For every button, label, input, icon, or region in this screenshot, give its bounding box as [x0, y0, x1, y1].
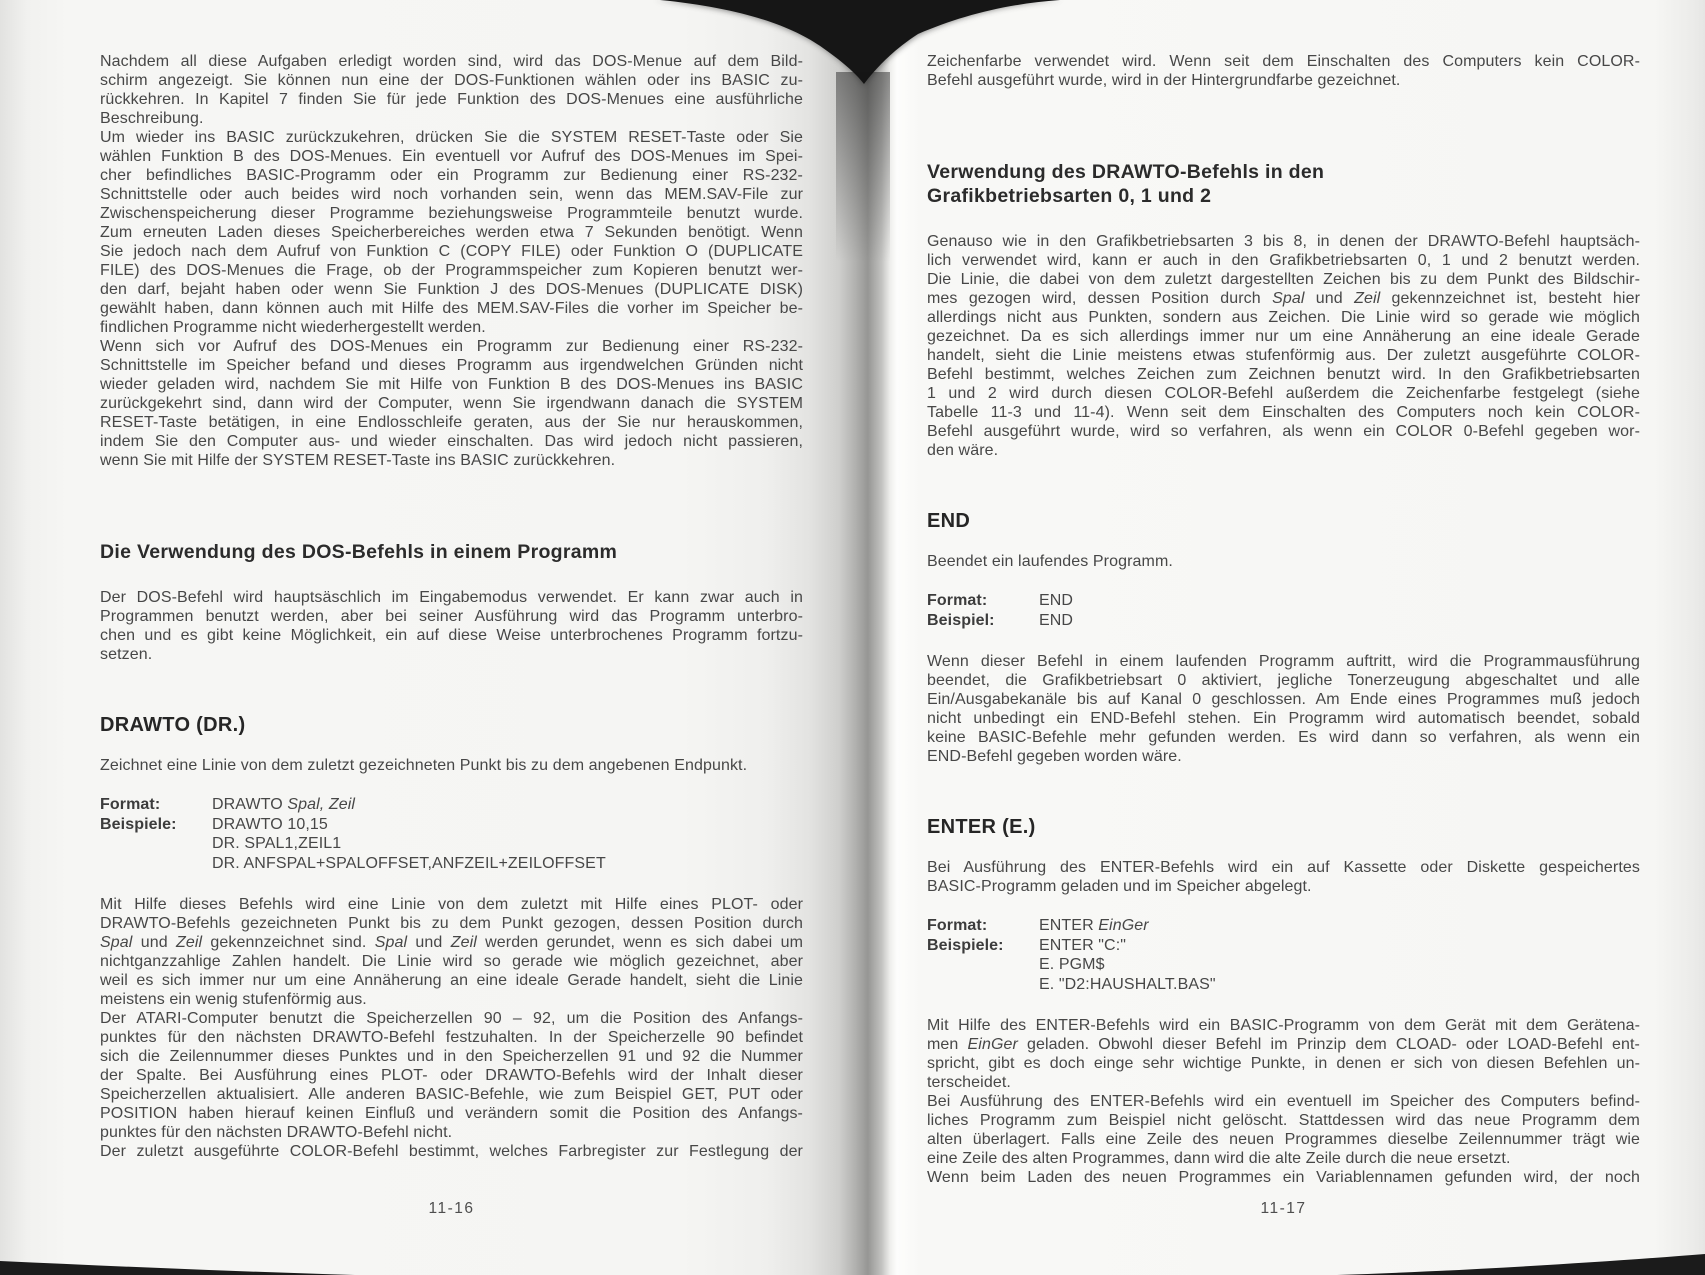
page-right — [927, 52, 1640, 1187]
text-line: Mit Hilfe des ENTER-Befehls wird ein BASIC-Programm von dem Gerät mit dem Gerätena- — [927, 1017, 1640, 1034]
text-line: Der ATARI-Computer benutzt die Speicherzellen 90 – 92, um die Position des Anfangs- — [100, 1010, 803, 1027]
para — [100, 128, 803, 337]
heading-command — [927, 508, 1640, 534]
text-line: beendet, die Grafikbetriebsart 0 aktiviert, jegliche Tonerzeugung abgeschaltet und alle — [927, 672, 1640, 689]
format-label — [927, 975, 1039, 995]
format-row — [927, 591, 1640, 611]
text-line: DRAWTO-Befehls gezeichneten Punkt bis zu dem Punkt gezogen, dessen Position durch — [100, 915, 803, 932]
para — [100, 756, 803, 775]
text-line: chen und es gibt keine Möglichkeit, ein auf diese Weise unterbrochenes Programm fortzu- — [100, 627, 803, 644]
heading-line: Verwendung des DRAWTO-Befehls in den — [927, 161, 1325, 183]
format-value: END — [1039, 592, 1074, 609]
text-line: FILE) des DOS-Menues die Frage, ob der Programmspeicher zum Kopieren benutzt wer- — [100, 262, 803, 279]
para — [100, 588, 803, 664]
text-line: punktes für den nächsten DRAWTO-Befehl nicht. — [100, 1124, 453, 1141]
text-line: spricht, gibt es doch einge sehr wichtige Punkte, in denen er sich von diesen Befehlen un- — [927, 1055, 1640, 1072]
text-line: Programmen benutzt werden, aber bei seiner Ausführung wird das Programm unterbro- — [100, 608, 803, 625]
format-row — [100, 815, 803, 835]
text-line: Ein/Ausgabekanäle bis auf Kanal 0 geschlossen. Am Ende eines Programmes muß jedoch — [927, 691, 1640, 708]
page-blocks — [100, 52, 803, 1161]
text-line: gewählt haben, dann können auch mit Hilfe des MEM.SAV-Files die vorher im Speicher be- — [100, 300, 803, 317]
text-line: Wenn beim Laden des neuen Programmes ein Variablennamen gefunden wird, der noch — [927, 1169, 1640, 1186]
text-line: Nachdem all diese Aufgaben erledigt worden sind, wird das DOS-Menue auf dem Bild- — [100, 53, 803, 70]
format-value: DRAWTO Spal, Zeil — [212, 796, 356, 813]
text-line: mes gezogen wird, dessen Position durch Spal und Zeil gekennzeichnet ist, besteht hier — [927, 290, 1641, 307]
format-row — [100, 795, 803, 815]
format — [927, 591, 1640, 630]
format-value: ENTER EinGer — [1039, 917, 1149, 934]
text-line: Wenn dieser Befehl in einem laufenden Programm auftritt, wird die Programmausführung — [927, 653, 1640, 670]
page-left — [100, 52, 803, 1161]
text-line: Wenn sich vor Aufruf des DOS-Menues ein Programm zur Bedienung einer RS-232- — [100, 338, 803, 355]
text-line: keine BASIC-Befehle mehr gefunden werden. Es wird dann so verfahren, als wenn ein — [927, 729, 1640, 746]
text-line: punktes für den nächsten DRAWTO-Befehl festzuhalten. In der Speicherzelle 90 befindet — [100, 1029, 803, 1046]
text-line: nicht unbedingt ein END-Befehl stehen. Ein Programm wird automatisch beendet, sobald — [927, 710, 1640, 727]
text-line: alten überlagert. Falls eine Zeile des neuen Programmes dieselbe Zeilennummer trägt wie — [927, 1131, 1640, 1148]
text-line: liches Programm zum Beispiel nicht gelöscht. Stattdessen wird das neue Programm dem — [927, 1112, 1640, 1129]
para — [100, 337, 803, 470]
heading-line: Die Verwendung des DOS-Befehls in einem Programm — [100, 541, 618, 563]
format-value: E. "D2:HAUSHALT.BAS" — [1039, 975, 1216, 993]
page-number-left: 11-16 — [428, 1200, 475, 1217]
text-line: rückkehren. In Kapitel 7 finden Sie für jede Funktion des DOS-Menues eine ausführliche — [100, 91, 803, 108]
page-blocks — [927, 52, 1640, 1187]
text-line: schirm angezeigt. Sie können nun eine der DOS-Funktionen wählen oder ins BASIC zu- — [100, 72, 803, 89]
format — [927, 916, 1640, 994]
text-line: lich verwendet wird, kann er auch in den Grafikbetriebsarten 0, 1 und 2 benutzt werden. — [927, 252, 1640, 269]
para — [100, 1142, 803, 1161]
para — [927, 1092, 1640, 1168]
format-value: END — [1039, 611, 1074, 629]
heading-line: END — [927, 510, 971, 532]
text-line: Zum erneuten Laden dieses Speicherbereiches werden etwa 7 Sekunden benötigt. Wenn — [100, 224, 803, 241]
format-label — [927, 955, 1039, 975]
gutter-shadow — [836, 72, 890, 262]
text-line: Zeichenfarbe verwendet wird. Wenn seit dem Einschalten des Computers kein COLOR- — [927, 53, 1640, 70]
heading-line: ENTER (E.) — [927, 816, 1036, 838]
text-line: Schnittstelle oder auch beides wird noch vorhanden sein, wenn das MEM.SAV-File zur — [100, 186, 803, 203]
text-line: Genauso wie in den Grafikbetriebsarten 3 bis 8, in denen der DRAWTO-Befehl hauptsäch- — [927, 233, 1640, 250]
text-line: Sie jedoch nach dem Aufruf von Funktion C (COPY FILE) oder Funktion O (DUPLICATE — [100, 243, 803, 260]
format-row — [927, 975, 1640, 995]
text-line: zurückgekehrt sind, dann wird der Computer, wenn Sie irgendwann danach die SYSTEM — [100, 395, 803, 412]
text-line: cher befindliches BASIC-Programm oder ein Programm zur Bedienung einer RS-232- — [100, 167, 803, 184]
text-line: wählen Funktion B des DOS-Menues. Ein eventuell vor Aufruf des DOS-Menues im Spei- — [100, 148, 803, 165]
heading-section — [927, 160, 1640, 208]
text-line: Die Linie, die dabei von dem zuletzt dargestellten Zeichen bis zu dem Punkt des Bildschir- — [927, 271, 1640, 288]
format-value: DR. ANFSPAL+SPALOFFSET,ANFZEIL+ZEILOFFSET — [212, 854, 606, 872]
para — [100, 52, 803, 128]
format-row — [927, 916, 1640, 936]
text-line: indem Sie den Computer aus- und wieder einschalten. Das wird jedoch nicht passieren, — [100, 433, 803, 450]
text-line: nichtganzzahlige Zahlen handelt. Die Linie wird so gerade wie möglich gezeichnet, aber — [100, 953, 803, 970]
text-line: Beendet ein laufendes Programm. — [927, 553, 1173, 570]
format-row — [927, 955, 1640, 975]
text-line: men EinGer geladen. Obwohl dieser Befehl im Prinzip dem CLOAD- oder LOAD-Befehl ent- — [927, 1036, 1640, 1053]
text-line: findlichen Programme nicht wiederhergestellt werden. — [100, 319, 486, 336]
text-line: terscheidet. — [927, 1074, 1011, 1091]
format-label — [100, 834, 212, 854]
heading-line: Grafikbetriebsarten 0, 1 und 2 — [927, 185, 1212, 207]
text-line: gezeichnet. Da es sich allerdings immer nur um eine Annäherung an eine ideale Gerade — [927, 328, 1640, 345]
text-line: eine Zeile des alten Programmes, dann wird die alte Zeile durch die neue ersetzt. — [927, 1150, 1511, 1167]
text-line: setzen. — [100, 646, 153, 663]
format-row — [927, 611, 1640, 631]
text-line: Tabelle 11-3 und 11-4). Wenn seit dem Einschalten des Computers noch kein COLOR- — [927, 404, 1640, 421]
text-line: den darf, bejaht haben oder wenn Sie Funktion J des DOS-Menues (DUPLICATE DISK) — [100, 281, 803, 298]
para — [927, 552, 1640, 571]
heading-section — [100, 540, 803, 564]
book-bottom-edge — [0, 1254, 1705, 1275]
text-line: Befehl ausgeführt wurde, wird so verfahren, als wenn ein COLOR 0-Befehl gegeben wor- — [927, 423, 1640, 440]
text-line: 1 und 2 wird durch diesen COLOR-Befehl außerdem die Zeichenfarbe festgelegt (siehe — [927, 385, 1640, 402]
text-line: Spal und Zeil gekennzeichnet sind. Spal und Zeil werden gerundet, wenn es sich dabei um — [100, 934, 803, 951]
format-value: E. PGM$ — [1039, 956, 1105, 973]
text-line: sich die Zeilennummer dieses Punktes und in den Speicherzellen 91 und 92 die Nummer — [100, 1048, 803, 1065]
text-line: Beschreibung. — [100, 110, 204, 127]
format-label — [100, 854, 212, 874]
format-label: Format: — [927, 592, 988, 609]
text-line: den wäre. — [927, 442, 999, 459]
text-line: allerdings nicht aus Punkten, sondern aus Zeichen. Die Linie wird so gerade wie möglich — [927, 309, 1640, 326]
text-line: meistens ein wenig stufenförmig aus. — [100, 991, 367, 1008]
format-value: ENTER "C:" — [1039, 936, 1127, 954]
para — [927, 1016, 1640, 1092]
text-line: der Spalte. Bei Ausführung eines PLOT- oder DRAWTO-Befehls wird der Inhalt dieser — [100, 1067, 803, 1084]
text-line: Der DOS-Befehl wird hauptsäschlich im Eingabemodus verwendet. Er kann zwar auch in — [100, 589, 803, 606]
text-line: wenn Sie mit Hilfe der SYSTEM RESET-Taste ins BASIC zurückkehren. — [100, 452, 616, 469]
text-line: RESET-Taste betätigen, in eine Endlosschleife geraten, aus der Sie nur herauskommen, — [100, 414, 803, 431]
heading-line: DRAWTO (DR.) — [100, 714, 246, 736]
para — [927, 232, 1640, 460]
format-label: Format: — [100, 796, 161, 813]
text-line: Mit Hilfe dieses Befehls wird eine Linie von dem zuletzt mit Hilfe eines PLOT- oder — [100, 896, 803, 913]
page-number-right: 11-17 — [1260, 1200, 1307, 1217]
text-line: POSITION haben hierauf keinen Einfluß und verändern somit die Position des Anfangs- — [100, 1105, 803, 1122]
para — [100, 1009, 803, 1142]
para — [927, 1168, 1640, 1187]
para — [100, 895, 803, 1009]
para — [927, 652, 1640, 766]
format-label: Beispiele: — [100, 815, 177, 833]
text-line: Zeichnet eine Linie von dem zuletzt gezeichneten Punkt bis zu dem angebenen Endpunkt. — [100, 757, 748, 774]
text-line: BASIC-Programm geladen und im Speicher abgelegt. — [927, 878, 1312, 895]
format — [100, 795, 803, 873]
format-row — [927, 936, 1640, 956]
format-row — [100, 834, 803, 854]
text-line: Befehl ausgeführt wurde, wird in der Hintergrundfarbe gezeichnet. — [927, 72, 1401, 89]
para — [927, 858, 1640, 896]
text-line: END-Befehl gegeben worden wäre. — [927, 748, 1182, 765]
text-line: weil es sich immer nur um eine Annäherung an eine ideale Gerade handelt, sieht die Linie — [100, 972, 803, 989]
text-line: wieder geladen wird, nachdem Sie mit Hilfe von Funktion B des DOS-Menues ins BASIC — [100, 376, 803, 393]
format-row — [100, 854, 803, 874]
format-label: Beispiel: — [927, 611, 995, 629]
text-line: Der zuletzt ausgeführte COLOR-Befehl bestimmt, welches Farbregister zur Festlegung der — [100, 1143, 803, 1160]
format-label: Format: — [927, 917, 988, 934]
text-line: Befehl bestimmt, welches Zeichen zum Zeichnen benutzt wird. In den Grafikbetriebsarten — [927, 366, 1640, 383]
text-line: Speicherzellen aktualisiert. Alle anderen BASIC-Befehle, wie zum Beispiel GET, PUT oder — [100, 1086, 803, 1103]
text-line: Zwischenspeicherung dieser Programme beziehungsweise Programmteile benutzt wurde. — [100, 205, 803, 222]
text-line: Schnittstelle im Speicher befand und dieses Programm aus irgendwelchen Gründen nicht — [100, 357, 803, 374]
text-line: Bei Ausführung des ENTER-Befehls wird ein eventuell im Speicher des Computers befind- — [927, 1093, 1640, 1110]
para — [927, 52, 1640, 90]
format-value: DRAWTO 10,15 — [212, 815, 328, 833]
text-line: Bei Ausführung des ENTER-Befehls wird ein auf Kassette oder Diskette gespeichertes — [927, 859, 1640, 876]
heading-command — [927, 814, 1640, 840]
format-label: Beispiele: — [927, 936, 1004, 954]
text-line: handelt, sieht die Linie meistens etwas stufenförmig aus. Der zuletzt ausgeführte COLOR- — [927, 347, 1640, 364]
text-line: Um wieder ins BASIC zurückzukehren, drücken Sie die SYSTEM RESET-Taste oder Sie — [100, 129, 803, 146]
format-value: DR. SPAL1,ZEIL1 — [212, 835, 342, 852]
heading-command — [100, 712, 803, 738]
